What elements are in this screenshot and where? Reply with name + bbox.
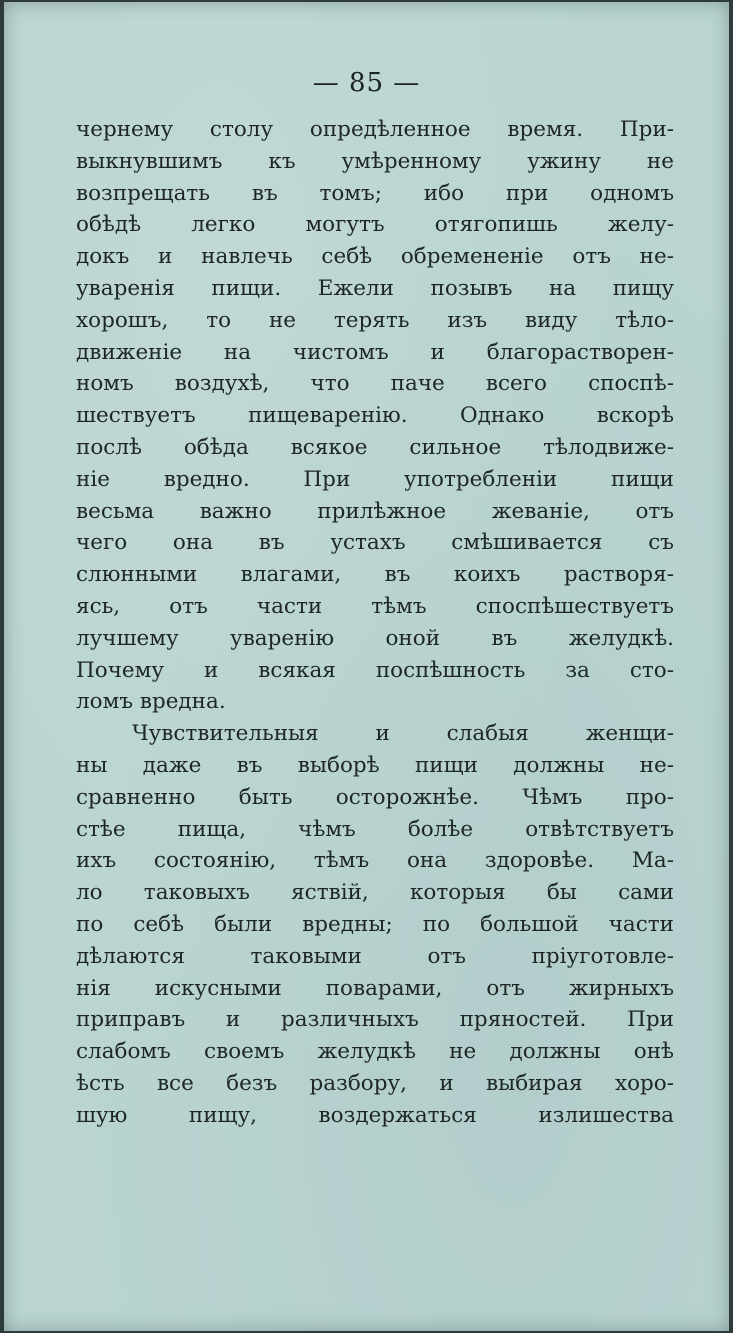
text-line: возпрещать въ томъ; ибо при одномъ <box>76 180 674 206</box>
text-line: увapeнія пищи. Ежели позывъ на пищу <box>76 275 674 301</box>
text-line: слюнными влагами, въ коихъ растворя- <box>76 562 674 588</box>
text-line: лучшему уваренію оной въ желудкѣ. <box>76 625 674 651</box>
body-text <box>76 114 674 1132</box>
text-line: послѣ обѣда всякое сильное тѣлодвиже- <box>76 434 674 460</box>
text-line: по себѣ были вредны; по большой части <box>76 911 674 937</box>
text-line: Почему и всякая поспѣшность за сто- <box>76 657 674 683</box>
text-line: слабомъ своемъ желудкѣ не должны онѣ <box>76 1039 674 1065</box>
paragraph-start-line: Чувствительныя и слабыя женщи- <box>132 721 674 747</box>
text-line: ихъ состоянію, тѣмъ она здоровѣе. Ма- <box>76 848 674 874</box>
text-line: докъ и навлечь себѣ обремененіе отъ не- <box>76 244 674 270</box>
text-line: сравненно быть осторожнѣе. Чѣмъ про- <box>76 784 674 810</box>
text-line: дѣлаются таковыми отъ пріуготовле- <box>76 943 674 969</box>
text-line: выкнувшимъ къ умѣренному ужину не <box>76 148 674 174</box>
text-line: ясь, отъ части тѣмъ споспѣшествуетъ <box>76 593 674 619</box>
text-line: ны даже въ выборѣ пищи должны не- <box>76 752 674 778</box>
text-line: шествуетъ пищеваренію. Однако вскорѣ <box>76 403 674 429</box>
paragraph-end-line: ломъ вредна. <box>76 689 226 715</box>
text-line: шую пищу, воздержаться излишества <box>76 1102 674 1128</box>
text-line: ло таковыхъ яствій, которыя бы сами <box>76 880 674 906</box>
text-line: чернему столу опредѣленное время. При- <box>76 117 674 142</box>
book-page <box>4 2 729 1331</box>
text-line: хорошъ, то не терять изъ виду тѣло- <box>76 307 674 333</box>
text-line: чего она въ устахъ смѣшивается съ <box>76 530 674 556</box>
text-line: нія искусными поварами, отъ жирныхъ <box>76 975 674 1001</box>
text-line: приправъ и различныхъ пряностей. При <box>76 1007 674 1033</box>
page-number: — 85 — <box>312 68 421 98</box>
text-line: номъ воздухѣ, что паче всего споспѣ- <box>76 371 674 397</box>
text-line: ніе вредно. При употребленіи пищи <box>76 466 674 492</box>
text-line: весьма важно прилѣжное жеваніе, отъ <box>76 498 674 524</box>
text-line: движеніе на чистомъ и благорастворен- <box>76 339 674 365</box>
text-line: обѣдѣ легко могутъ отягопишь желу- <box>76 212 674 238</box>
text-line: ѣсть все безъ разбору, и выбирая хоро- <box>76 1070 674 1096</box>
text-line: стѣе пища, чѣмъ болѣе отвѣтствуетъ <box>76 816 674 842</box>
